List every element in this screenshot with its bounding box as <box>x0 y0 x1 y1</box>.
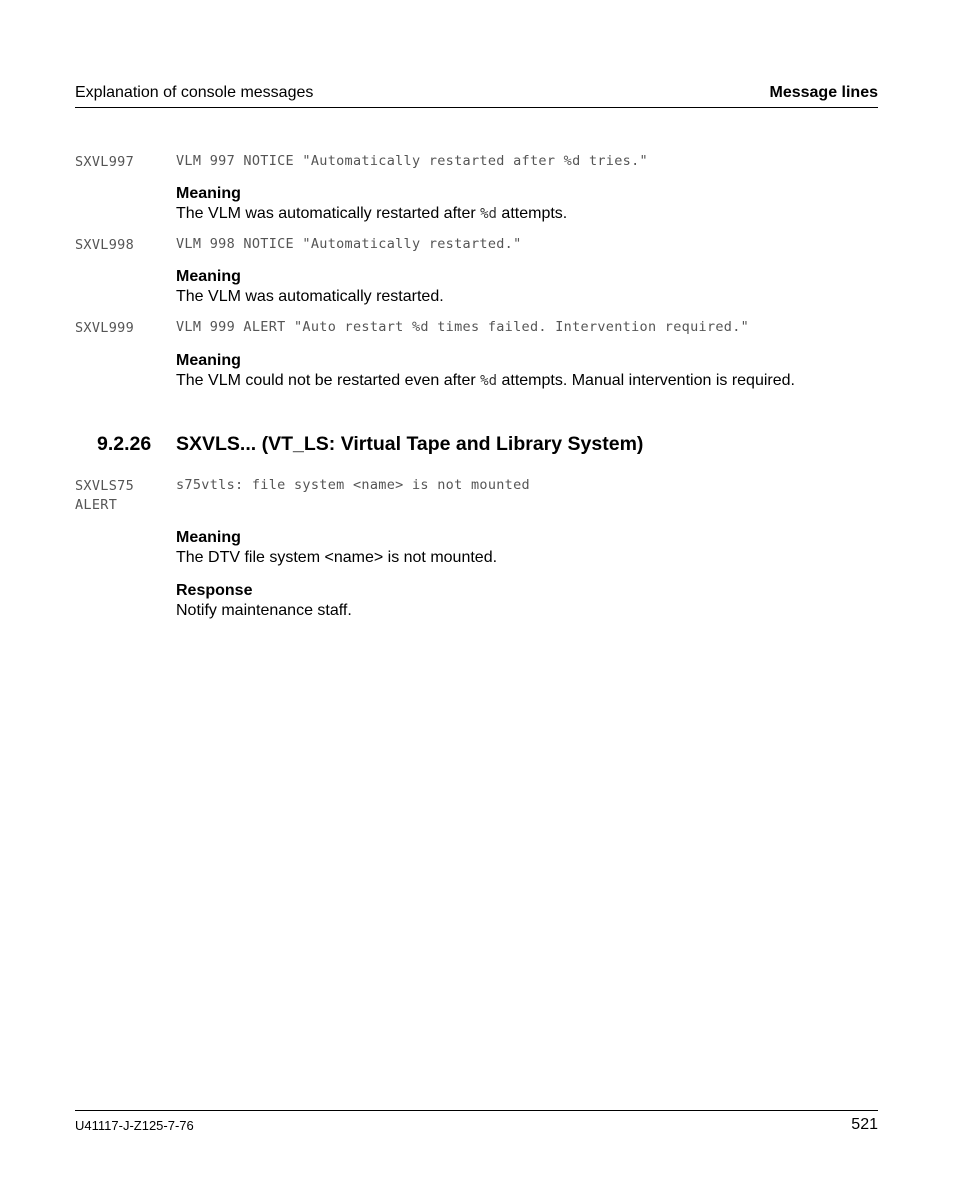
message-text: VLM 997 NOTICE "Automatically restarted after %d tries." <box>176 153 648 169</box>
response-label: Response <box>176 582 253 599</box>
meaning-label: Meaning <box>176 529 241 546</box>
meaning-text-code: %d <box>480 373 498 389</box>
section-title: SXVLS... (VT_LS: Virtual Tape and Library System) <box>176 433 644 455</box>
page-number: 521 <box>851 1116 878 1133</box>
meaning-text <box>176 204 567 224</box>
page-footer <box>75 1110 878 1133</box>
meaning-text-part: The VLM was automatically restarted after <box>176 205 481 222</box>
page-header <box>75 84 878 108</box>
section-heading <box>97 433 643 456</box>
message-text: VLM 999 ALERT "Auto restart %d times failed. Intervention required." <box>176 319 750 335</box>
section-number: 9.2.26 <box>97 433 152 455</box>
response-text: Notify maintenance staff. <box>176 602 352 619</box>
meaning-label: Meaning <box>176 185 241 202</box>
meaning-label: Meaning <box>176 352 241 369</box>
message-severity: ALERT <box>75 497 118 513</box>
meaning-text-part: attempts. Manual intervention is required. <box>497 372 795 389</box>
message-code: SXVL999 <box>75 320 134 336</box>
meaning-label: Meaning <box>176 268 241 285</box>
message-code: SXVL997 <box>75 154 134 170</box>
message-text: VLM 998 NOTICE "Automatically restarted." <box>176 236 522 252</box>
meaning-text-part: attempts. <box>496 205 568 222</box>
meaning-text: The DTV file system <name> is not mounted. <box>176 549 498 566</box>
meaning-text <box>176 371 795 391</box>
meaning-text-part: The VLM could not be restarted even after <box>176 372 481 389</box>
meaning-text-code: %d <box>480 206 497 222</box>
meaning-text: The VLM was automatically restarted. <box>176 288 444 305</box>
message-code: SXVLS75 <box>75 478 134 494</box>
message-text: s75vtls: file system <name> is not mounted <box>176 477 530 493</box>
header-section-title: Message lines <box>769 84 878 101</box>
document-id: U41117-J-Z125-7-76 <box>75 1118 194 1133</box>
message-code: SXVL998 <box>75 237 134 253</box>
header-chapter-title: Explanation of console messages <box>75 84 314 101</box>
